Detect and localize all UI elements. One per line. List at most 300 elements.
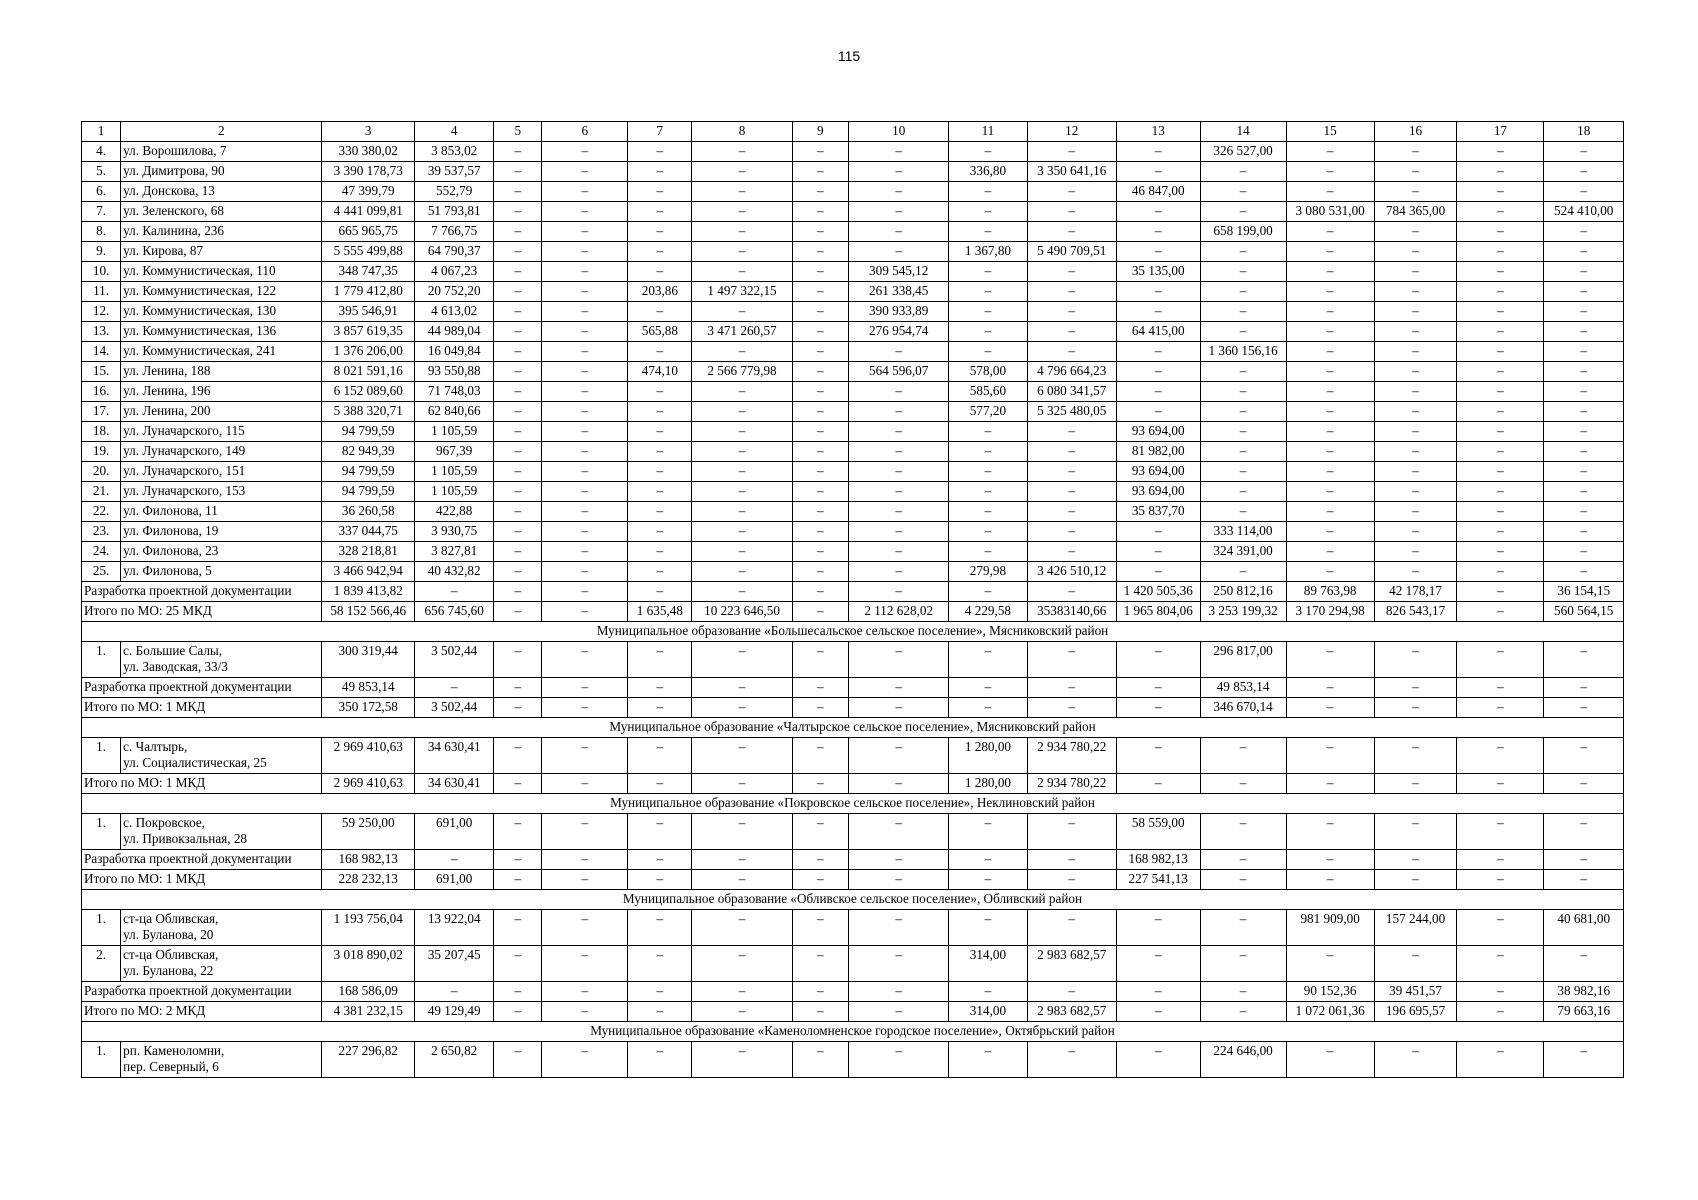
- row-number: 21.: [82, 482, 121, 502]
- table-cell: –: [1374, 738, 1457, 774]
- table-cell: –: [692, 302, 792, 322]
- table-cell: –: [1544, 442, 1624, 462]
- table-cell: 390 933,89: [849, 302, 949, 322]
- table-row: [82, 442, 1624, 462]
- table-cell: –: [1286, 142, 1374, 162]
- table-cell: –: [692, 910, 792, 946]
- table-cell: –: [692, 774, 792, 794]
- table-cell: –: [692, 462, 792, 482]
- table-cell: –: [949, 910, 1027, 946]
- table-cell: 2 112 628,02: [849, 602, 949, 622]
- table-cell: –: [1027, 282, 1116, 302]
- table-cell: –: [414, 850, 493, 870]
- table-cell: –: [1544, 182, 1624, 202]
- table-cell: –: [628, 946, 692, 982]
- table-cell: –: [949, 502, 1027, 522]
- table-cell: –: [628, 222, 692, 242]
- table-cell: 3 502,44: [414, 642, 493, 678]
- table-cell: –: [1116, 542, 1200, 562]
- table-cell: –: [849, 642, 949, 678]
- table-cell: –: [792, 698, 849, 718]
- table-cell: 1 376 206,00: [322, 342, 414, 362]
- row-number: 22.: [82, 502, 121, 522]
- table-cell: –: [949, 1042, 1027, 1078]
- table-cell: –: [692, 202, 792, 222]
- table-cell: 656 745,60: [414, 602, 493, 622]
- table-cell: –: [542, 698, 628, 718]
- table-cell: –: [692, 814, 792, 850]
- section-heading-row: [82, 622, 1624, 642]
- column-header-1: 1: [82, 122, 121, 142]
- table-cell: 4 441 099,81: [322, 202, 414, 222]
- table-cell: –: [494, 382, 542, 402]
- table-cell: –: [792, 342, 849, 362]
- table-cell: –: [849, 162, 949, 182]
- table-cell: –: [1200, 162, 1286, 182]
- table-cell: –: [1027, 522, 1116, 542]
- table-row: [82, 542, 1624, 562]
- table-cell: –: [949, 582, 1027, 602]
- table-cell: 2 934 780,22: [1027, 774, 1116, 794]
- table-cell: –: [1374, 814, 1457, 850]
- table-cell: –: [494, 162, 542, 182]
- table-cell: 328 218,81: [322, 542, 414, 562]
- table-cell: –: [949, 814, 1027, 850]
- table-cell: 261 338,45: [849, 282, 949, 302]
- table-cell: 1 779 412,80: [322, 282, 414, 302]
- address-line: с. Большие Салы,: [123, 643, 223, 658]
- table-cell: –: [1544, 142, 1624, 162]
- estimate-table: [81, 121, 1624, 1078]
- table-cell: –: [692, 542, 792, 562]
- address-cell: [121, 222, 322, 242]
- table-cell: –: [849, 870, 949, 890]
- table-cell: –: [1544, 302, 1624, 322]
- address-cell: [121, 162, 322, 182]
- address-cell: [121, 142, 322, 162]
- table-cell: –: [1027, 642, 1116, 678]
- table-cell: –: [949, 462, 1027, 482]
- table-cell: –: [542, 442, 628, 462]
- table-cell: –: [949, 182, 1027, 202]
- table-cell: –: [849, 502, 949, 522]
- table-cell: –: [1544, 774, 1624, 794]
- table-cell: 58 152 566,46: [322, 602, 414, 622]
- table-cell: –: [494, 946, 542, 982]
- table-cell: –: [1286, 562, 1374, 582]
- table-cell: –: [692, 182, 792, 202]
- table-cell: –: [792, 262, 849, 282]
- table-cell: –: [1286, 342, 1374, 362]
- table-cell: 552,79: [414, 182, 493, 202]
- table-cell: –: [1374, 482, 1457, 502]
- table-cell: –: [1544, 382, 1624, 402]
- table-cell: –: [628, 562, 692, 582]
- table-cell: –: [792, 602, 849, 622]
- table-cell: 474,10: [628, 362, 692, 382]
- table-cell: –: [949, 698, 1027, 718]
- address-line: ул. Филонова, 23: [123, 543, 219, 558]
- table-cell: –: [1286, 462, 1374, 482]
- table-cell: –: [494, 814, 542, 850]
- table-cell: 326 527,00: [1200, 142, 1286, 162]
- table-cell: –: [494, 242, 542, 262]
- address-line: ул. Димитрова, 90: [123, 163, 225, 178]
- table-cell: –: [494, 562, 542, 582]
- table-cell: –: [692, 402, 792, 422]
- table-cell: –: [1286, 542, 1374, 562]
- table-cell: –: [1200, 282, 1286, 302]
- table-cell: –: [542, 222, 628, 242]
- table-cell: –: [1116, 342, 1200, 362]
- table-cell: –: [1544, 814, 1624, 850]
- table-cell: –: [692, 342, 792, 362]
- table-row: [82, 642, 1624, 678]
- address-line: ул. Филонова, 5: [123, 563, 212, 578]
- table-cell: 168 982,13: [1116, 850, 1200, 870]
- section-heading-row: [82, 1022, 1624, 1042]
- table-cell: 1 635,48: [628, 602, 692, 622]
- table-cell: 560 564,15: [1544, 602, 1624, 622]
- table-cell: 58 559,00: [1116, 814, 1200, 850]
- table-cell: –: [1116, 774, 1200, 794]
- row-label: Разработка проектной документации: [82, 678, 322, 698]
- table-cell: 8 021 591,16: [322, 362, 414, 382]
- table-cell: 1 420 505,36: [1116, 582, 1200, 602]
- table-cell: –: [949, 642, 1027, 678]
- address-line: ул. Луначарского, 115: [123, 423, 245, 438]
- table-cell: –: [1027, 142, 1116, 162]
- table-cell: –: [792, 678, 849, 698]
- table-cell: –: [494, 582, 542, 602]
- table-cell: –: [1374, 1042, 1457, 1078]
- section-heading: Муниципальное образование «Чалтырское сельское поселение», Мясниковский район: [82, 718, 1624, 738]
- table-cell: –: [1544, 698, 1624, 718]
- row-number: 6.: [82, 182, 121, 202]
- row-label: Разработка проектной документации: [82, 982, 322, 1002]
- table-cell: –: [692, 502, 792, 522]
- table-cell: –: [542, 322, 628, 342]
- table-cell: –: [1457, 322, 1544, 342]
- table-cell: –: [1027, 870, 1116, 890]
- address-cell: [121, 402, 322, 422]
- table-cell: 3 466 942,94: [322, 562, 414, 582]
- table-cell: 168 982,13: [322, 850, 414, 870]
- table-cell: –: [1286, 442, 1374, 462]
- address-cell: [121, 642, 322, 678]
- table-cell: –: [1544, 738, 1624, 774]
- table-cell: –: [1544, 282, 1624, 302]
- table-cell: 6 152 089,60: [322, 382, 414, 402]
- row-number: 10.: [82, 262, 121, 282]
- address-line: ст-ца Обливская,: [123, 911, 219, 926]
- table-cell: –: [628, 870, 692, 890]
- table-cell: –: [792, 162, 849, 182]
- table-cell: –: [628, 698, 692, 718]
- table-row: [82, 814, 1624, 850]
- table-cell: 658 199,00: [1200, 222, 1286, 242]
- table-row: [82, 242, 1624, 262]
- table-cell: –: [1374, 698, 1457, 718]
- section-heading-row: [82, 890, 1624, 910]
- address-cell: [121, 242, 322, 262]
- table-cell: 1 839 413,82: [322, 582, 414, 602]
- table-cell: –: [792, 402, 849, 422]
- table-cell: –: [1286, 946, 1374, 982]
- table-cell: 94 799,59: [322, 422, 414, 442]
- table-cell: –: [792, 774, 849, 794]
- table-cell: 64 415,00: [1116, 322, 1200, 342]
- table-cell: 4 796 664,23: [1027, 362, 1116, 382]
- address-line: ул. Кирова, 87: [123, 243, 204, 258]
- table-cell: 314,00: [949, 1002, 1027, 1022]
- table-cell: –: [1457, 362, 1544, 382]
- table-cell: –: [1200, 946, 1286, 982]
- address-line: ул. Коммунистическая, 122: [123, 283, 277, 298]
- table-cell: –: [949, 522, 1027, 542]
- address-line: ул. Луначарского, 151: [123, 463, 246, 478]
- table-cell: 13 922,04: [414, 910, 493, 946]
- address-line: ул. Буланова, 22: [123, 963, 214, 978]
- table-cell: –: [1200, 738, 1286, 774]
- table-cell: –: [949, 482, 1027, 502]
- table-cell: –: [792, 502, 849, 522]
- table-row: [82, 910, 1624, 946]
- table-cell: –: [949, 542, 1027, 562]
- table-cell: –: [792, 142, 849, 162]
- table-cell: –: [542, 482, 628, 502]
- column-header-18: 18: [1544, 122, 1624, 142]
- section-heading: Муниципальное образование «Покровское сельское поселение», Неклиновский район: [82, 794, 1624, 814]
- table-cell: –: [1116, 562, 1200, 582]
- table-cell: –: [792, 850, 849, 870]
- table-cell: –: [1457, 774, 1544, 794]
- table-cell: 578,00: [949, 362, 1027, 382]
- row-label: Итого по МО: 2 МКД: [82, 1002, 322, 1022]
- table-cell: –: [1457, 850, 1544, 870]
- table-cell: –: [1116, 402, 1200, 422]
- row-number: 18.: [82, 422, 121, 442]
- table-cell: –: [1027, 482, 1116, 502]
- table-cell: –: [792, 562, 849, 582]
- table-row: [82, 302, 1624, 322]
- table-cell: –: [1544, 522, 1624, 542]
- table-cell: –: [1374, 850, 1457, 870]
- table-cell: –: [494, 422, 542, 442]
- table-cell: –: [542, 142, 628, 162]
- table-cell: 90 152,36: [1286, 982, 1374, 1002]
- table-cell: –: [692, 678, 792, 698]
- table-cell: –: [792, 442, 849, 462]
- table-cell: –: [949, 678, 1027, 698]
- table-cell: –: [628, 1002, 692, 1022]
- row-number: 5.: [82, 162, 121, 182]
- table-cell: –: [542, 422, 628, 442]
- table-cell: –: [542, 946, 628, 982]
- table-cell: –: [1116, 738, 1200, 774]
- table-cell: –: [542, 262, 628, 282]
- table-cell: –: [1200, 362, 1286, 382]
- table-cell: 157 244,00: [1374, 910, 1457, 946]
- table-row: [82, 422, 1624, 442]
- table-cell: 3 170 294,98: [1286, 602, 1374, 622]
- table-row: [82, 522, 1624, 542]
- table-cell: –: [1116, 202, 1200, 222]
- table-row: [82, 738, 1624, 774]
- table-cell: –: [1200, 422, 1286, 442]
- table-cell: 81 982,00: [1116, 442, 1200, 462]
- table-cell: 1 105,59: [414, 482, 493, 502]
- table-cell: –: [494, 910, 542, 946]
- table-cell: –: [1027, 262, 1116, 282]
- table-cell: –: [1374, 442, 1457, 462]
- table-cell: –: [1457, 698, 1544, 718]
- table-cell: 981 909,00: [1286, 910, 1374, 946]
- table-cell: –: [692, 222, 792, 242]
- table-cell: –: [1200, 302, 1286, 322]
- table-cell: –: [1457, 982, 1544, 1002]
- table-cell: –: [1116, 242, 1200, 262]
- address-line: ул. Буланова, 20: [123, 927, 214, 942]
- table-row: [82, 562, 1624, 582]
- table-cell: –: [1374, 562, 1457, 582]
- table-cell: –: [692, 698, 792, 718]
- table-row: [82, 142, 1624, 162]
- table-cell: 5 555 499,88: [322, 242, 414, 262]
- table-cell: –: [542, 642, 628, 678]
- address-cell: [121, 562, 322, 582]
- table-cell: 3 253 199,32: [1200, 602, 1286, 622]
- table-cell: –: [792, 522, 849, 542]
- table-cell: 6 080 341,57: [1027, 382, 1116, 402]
- table-cell: –: [1544, 262, 1624, 282]
- table-cell: –: [692, 142, 792, 162]
- table-cell: –: [1457, 910, 1544, 946]
- table-cell: –: [792, 814, 849, 850]
- table-cell: –: [1200, 202, 1286, 222]
- table-row: [82, 1042, 1624, 1078]
- table-cell: –: [1027, 910, 1116, 946]
- table-cell: –: [1457, 142, 1544, 162]
- table-cell: –: [1374, 342, 1457, 362]
- table-cell: 691,00: [414, 814, 493, 850]
- column-header-12: 12: [1027, 122, 1116, 142]
- address-line: ул. Ворошилова, 7: [123, 143, 227, 158]
- table-cell: –: [494, 502, 542, 522]
- table-cell: –: [542, 522, 628, 542]
- column-header-14: 14: [1200, 122, 1286, 142]
- table-cell: 44 989,04: [414, 322, 493, 342]
- table-cell: –: [1374, 542, 1457, 562]
- table-cell: –: [414, 582, 493, 602]
- table-cell: –: [1027, 698, 1116, 718]
- column-header-4: 4: [414, 122, 493, 142]
- table-cell: –: [542, 602, 628, 622]
- table-cell: –: [1116, 222, 1200, 242]
- table-cell: –: [692, 442, 792, 462]
- table-cell: 79 663,16: [1544, 1002, 1624, 1022]
- column-header-10: 10: [849, 122, 949, 142]
- table-cell: –: [494, 870, 542, 890]
- table-cell: –: [1286, 282, 1374, 302]
- table-cell: –: [1457, 302, 1544, 322]
- table-cell: 1 497 322,15: [692, 282, 792, 302]
- table-cell: 665 965,75: [322, 222, 414, 242]
- table-row: [82, 382, 1624, 402]
- table-cell: –: [1457, 1042, 1544, 1078]
- table-cell: 2 969 410,63: [322, 738, 414, 774]
- summary-row: [82, 774, 1624, 794]
- table-row: [82, 282, 1624, 302]
- table-cell: –: [849, 698, 949, 718]
- table-cell: –: [1457, 202, 1544, 222]
- table-cell: –: [1544, 462, 1624, 482]
- column-header-7: 7: [628, 122, 692, 142]
- table-cell: –: [628, 342, 692, 362]
- table-cell: 49 129,49: [414, 1002, 493, 1022]
- table-cell: 227 541,13: [1116, 870, 1200, 890]
- row-label: Итого по МО: 1 МКД: [82, 870, 322, 890]
- address-cell: [121, 362, 322, 382]
- table-cell: 7 766,75: [414, 222, 493, 242]
- table-cell: –: [849, 522, 949, 542]
- address-line: пер. Северный, 6: [123, 1059, 219, 1074]
- table-cell: –: [542, 342, 628, 362]
- table-cell: –: [1374, 182, 1457, 202]
- table-cell: –: [1200, 242, 1286, 262]
- address-line: ул. Калинина, 236: [123, 223, 224, 238]
- table-cell: –: [1374, 774, 1457, 794]
- table-cell: 2 983 682,57: [1027, 1002, 1116, 1022]
- table-cell: –: [628, 542, 692, 562]
- table-cell: –: [792, 642, 849, 678]
- table-cell: 35 207,45: [414, 946, 493, 982]
- table-cell: 279,98: [949, 562, 1027, 582]
- table-cell: –: [849, 382, 949, 402]
- table-cell: –: [1286, 322, 1374, 342]
- table-cell: 93 694,00: [1116, 482, 1200, 502]
- table-cell: –: [542, 910, 628, 946]
- table-cell: –: [1200, 322, 1286, 342]
- table-cell: –: [1544, 422, 1624, 442]
- table-cell: 309 545,12: [849, 262, 949, 282]
- table-row: [82, 182, 1624, 202]
- table-cell: 42 178,17: [1374, 582, 1457, 602]
- table-cell: 16 049,84: [414, 342, 493, 362]
- table-cell: –: [1286, 222, 1374, 242]
- table-cell: 36 260,58: [322, 502, 414, 522]
- table-cell: –: [792, 1002, 849, 1022]
- table-cell: 826 543,17: [1374, 602, 1457, 622]
- column-header-15: 15: [1286, 122, 1374, 142]
- table-cell: –: [494, 542, 542, 562]
- table-cell: –: [1200, 814, 1286, 850]
- address-line: ул. Луначарского, 149: [123, 443, 246, 458]
- table-cell: –: [1544, 850, 1624, 870]
- column-header-3: 3: [322, 122, 414, 142]
- table-cell: –: [849, 342, 949, 362]
- table-cell: –: [542, 302, 628, 322]
- table-cell: –: [1457, 422, 1544, 442]
- table-cell: 35 837,70: [1116, 502, 1200, 522]
- table-cell: 49 853,14: [1200, 678, 1286, 698]
- table-cell: 1 280,00: [949, 774, 1027, 794]
- table-cell: 967,39: [414, 442, 493, 462]
- table-cell: –: [849, 738, 949, 774]
- address-line: рп. Каменоломни,: [123, 1043, 225, 1058]
- row-number: 1.: [82, 910, 121, 946]
- table-cell: –: [494, 182, 542, 202]
